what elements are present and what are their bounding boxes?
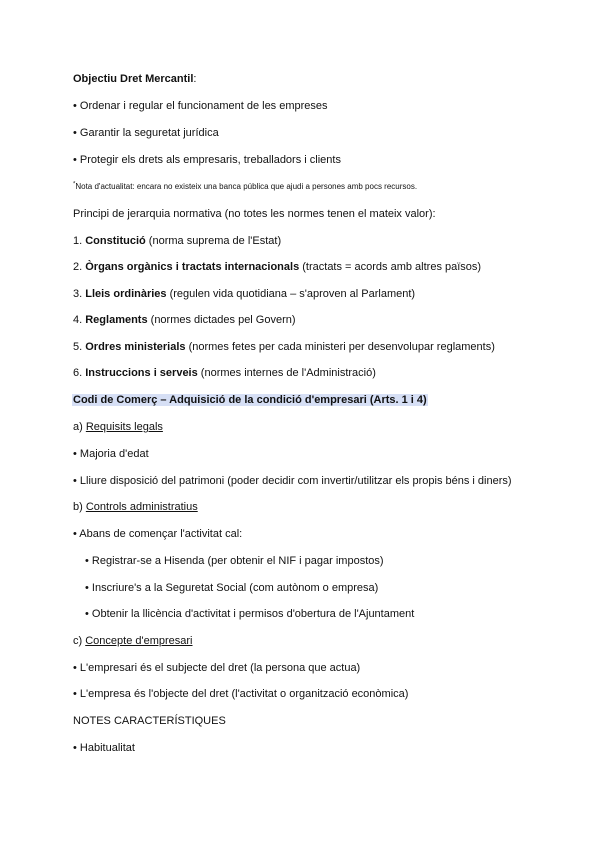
- section-c-heading: [73, 634, 193, 648]
- title-suffix: :: [193, 73, 197, 85]
- sub-list-item: • Registrar-se a Hisenda (per obtenir el NIF i pagar impostos): [85, 555, 384, 567]
- section-a-heading: [73, 420, 163, 434]
- objective-item: • Garantir la seguretat jurídica: [73, 127, 219, 139]
- section-prefix: c): [73, 635, 86, 647]
- list-item: • Abans de començar l'activitat cal:: [73, 528, 243, 540]
- hierarchy-desc: (regulen vida quotidiana – s'aproven al Parlament): [166, 288, 416, 300]
- title-text: Objectiu Dret Mercantil: [73, 73, 194, 85]
- list-item: • L'empresa és l'objecte del dret (l'activitat o organització econòmica): [73, 688, 409, 700]
- list-item: • Majoria d'edat: [73, 448, 149, 460]
- hierarchy-item: [73, 234, 281, 248]
- list-item: • Habitualitat: [73, 742, 135, 754]
- hierarchy-item: [73, 313, 296, 327]
- hierarchy-desc: (normes fetes per cada ministeri per desenvolupar reglaments): [185, 341, 495, 353]
- document-title: [73, 72, 196, 86]
- hierarchy-number: 1.: [73, 235, 86, 247]
- hierarchy-intro: Principi de jerarquia normativa (no totes les normes tenen el mateix valor):: [73, 208, 436, 220]
- hierarchy-item: [73, 260, 481, 274]
- section-title: Requisits legals: [85, 421, 163, 433]
- note-mark: *: [73, 181, 76, 188]
- hierarchy-term: Constitució: [85, 235, 146, 247]
- hierarchy-number: 4.: [73, 314, 86, 326]
- section-prefix: b): [73, 501, 86, 513]
- list-item: • Lliure disposició del patrimoni (poder decidir com invertir/utilitzar els propis béns i diners): [73, 475, 512, 487]
- hierarchy-term: Lleis ordinàries: [85, 288, 167, 300]
- hierarchy-item: [73, 366, 376, 380]
- hierarchy-desc: (normes dictades pel Govern): [147, 314, 296, 326]
- hierarchy-item: [73, 340, 495, 354]
- hierarchy-number: 3.: [73, 288, 86, 300]
- notes-heading: NOTES CARACTERÍSTIQUES: [73, 715, 226, 727]
- hierarchy-desc: (tractats = acords amb altres països): [299, 261, 482, 273]
- section-title: Controls administratius: [85, 501, 198, 513]
- codi-heading-highlight: Codi de Comerç – Adquisició de la condició d'empresari (Arts. 1 i 4): [73, 394, 427, 406]
- hierarchy-term: Ordres ministerials: [85, 341, 186, 353]
- hierarchy-term: Òrgans orgànics i tractats internacionals: [85, 261, 300, 273]
- hierarchy-number: 2.: [73, 261, 86, 273]
- section-prefix: a): [73, 421, 86, 433]
- hierarchy-term: Reglaments: [85, 314, 148, 326]
- sub-list-item: • Inscriure's a la Seguretat Social (com autònom o empresa): [85, 582, 379, 594]
- sub-list-item: • Obtenir la llicència d'activitat i permisos d'obertura de l'Ajuntament: [85, 608, 415, 620]
- note-text: Nota d'actualitat: encara no existeix una banca pública que ajudi a persones amb pocs recursos.: [75, 182, 418, 191]
- objective-item: • Protegir els drets als empresaris, treballadors i clients: [73, 154, 341, 166]
- hierarchy-desc: (normes internes de l'Administració): [197, 367, 376, 379]
- list-item: • L'empresari és el subjecte del dret (la persona que actua): [73, 662, 361, 674]
- hierarchy-desc: (norma suprema de l'Estat): [145, 235, 282, 247]
- hierarchy-item: [73, 287, 415, 301]
- hierarchy-number: 6.: [73, 367, 86, 379]
- section-b-heading: [73, 500, 198, 514]
- objective-item: • Ordenar i regular el funcionament de les empreses: [73, 100, 328, 112]
- codi-heading: [72, 393, 428, 407]
- news-note: [73, 181, 417, 192]
- hierarchy-term: Instruccions i serveis: [85, 367, 198, 379]
- hierarchy-number: 5.: [73, 341, 86, 353]
- section-title: Concepte d'empresari: [85, 635, 193, 647]
